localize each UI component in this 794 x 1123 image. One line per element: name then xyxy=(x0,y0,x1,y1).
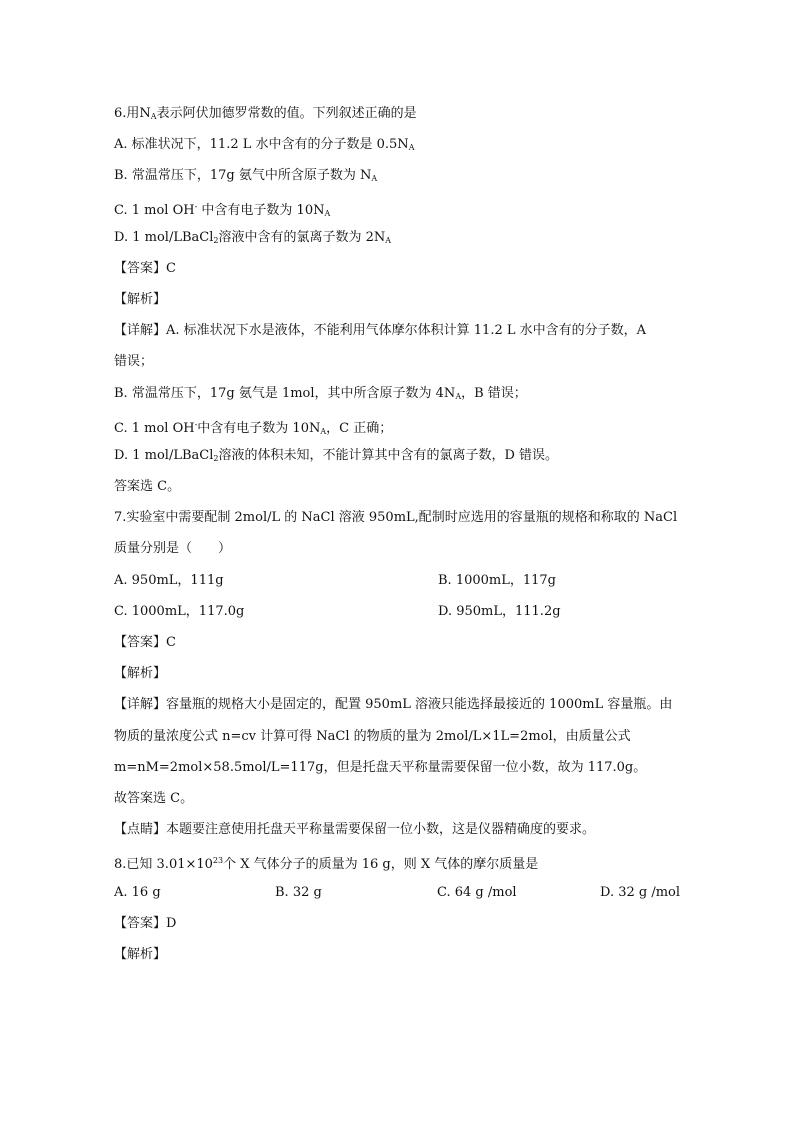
q6-detail-1: 【详解】A. 标准状况下水是液体，不能利用气体摩尔体积计算 11.2 L 水中含有的分子数，A xyxy=(114,323,647,338)
q8-answer: 【答案】D xyxy=(114,916,177,931)
q8-stem-text-2: 个 X 气体分子的质量为 16 g，则 X 气体的摩尔质量是 xyxy=(223,857,539,872)
q6-detail-3 xyxy=(114,417,392,440)
q7-option-c: C. 1000mL，117.0g xyxy=(114,604,245,619)
q6-detail-4-text-2: 溶液的体积未知，不能计算其中含有的氯离子数，D 错误。 xyxy=(218,448,559,463)
q6-option-b-text: B. 常温常压下，17g 氨气中所含原子数为 N xyxy=(114,168,372,183)
q6-detail-4-text: D. 1 mol/LBaCl xyxy=(114,448,214,463)
q8-option-c: C. 64 g /mol xyxy=(437,885,517,900)
q6-option-d-sub-2: A xyxy=(385,236,392,245)
q6-detail-3-text-3: ，C 正确； xyxy=(326,421,393,436)
q8-stem-text: 8.已知 3.01×10 xyxy=(114,857,213,872)
q6-option-d-text-2: 溶液中含有的氯离子数为 2N xyxy=(218,230,386,245)
q6-option-a-sub: A xyxy=(408,143,415,152)
q8-option-b: B. 32 g xyxy=(275,885,322,900)
q6-detail-3-text: C. 1 mol OH xyxy=(114,421,195,436)
q6-detail-3-text-2: 中含有电子数为 10N xyxy=(197,421,321,436)
q6-option-c-sup: - xyxy=(194,202,198,211)
q6-option-c xyxy=(114,199,330,222)
q7-conclusion: 故答案选 C。 xyxy=(114,791,194,806)
q6-option-b xyxy=(114,168,377,187)
q6-stem-sub: A xyxy=(150,112,157,121)
q6-option-c-sub: A xyxy=(324,209,331,218)
q7-note: 【点睛】本题要注意使用托盘天平称量需要保留一位小数，这是仪器精确度的要求。 xyxy=(114,822,596,837)
q6-detail-4-sub: 2 xyxy=(213,454,219,463)
q7-analysis-heading: 【解析】 xyxy=(114,666,167,681)
q7-answer: 【答案】C xyxy=(114,635,176,650)
q7-detail-3: m=nM=2mol×58.5mol/L=117g，但是托盘天平称量需要保留一位小数，故为 117.0g。 xyxy=(114,760,647,775)
q7-stem-1: 7.实验室中需要配制 2mol/L 的 NaCl 溶液 950mL,配制时应选用的容量瓶的规格和称取的 NaCl xyxy=(114,510,678,525)
q6-detail-3-sub: A xyxy=(320,427,327,436)
q6-detail-2-text-2: ，B 错误； xyxy=(461,386,527,401)
q8-stem-sup: 23 xyxy=(212,856,224,865)
q8-stem xyxy=(114,853,538,873)
q6-option-d-text: D. 1 mol/LBaCl xyxy=(114,230,214,245)
q6-detail-2 xyxy=(114,386,527,405)
q7-option-b: B. 1000mL，117g xyxy=(438,573,556,588)
q6-option-c-text-2: 中含有电子数为 10N xyxy=(197,203,325,218)
q6-detail-2-sub: A xyxy=(455,392,462,401)
q8-option-a: A. 16 g xyxy=(114,885,161,900)
q6-detail-4 xyxy=(114,448,558,467)
q6-answer: 【答案】C xyxy=(114,261,176,276)
q6-stem xyxy=(114,106,417,125)
q8-option-d: D. 32 g /mol xyxy=(600,885,681,900)
q6-detail-2-text: B. 常温常压下，17g 氨气是 1mol，其中所含原子数为 4N xyxy=(114,386,456,401)
q6-conclusion: 答案选 C。 xyxy=(114,479,181,494)
q7-detail-1: 【详解】容量瓶的规格大小是固定的，配置 950mL 溶液只能选择最接近的 1000mL 容量瓶。由 xyxy=(114,697,673,712)
q6-detail-1b: 错误； xyxy=(114,354,154,369)
q6-stem-text-2: 表示阿伏加德罗常数的值。下列叙述正确的是 xyxy=(156,106,417,121)
q6-option-a xyxy=(114,137,414,156)
q8-analysis-heading: 【解析】 xyxy=(114,947,167,962)
q6-option-b-sub: A xyxy=(371,174,378,183)
q6-option-d xyxy=(114,230,391,249)
q6-option-d-sub: 2 xyxy=(213,236,219,245)
q7-option-d: D. 950mL，111.2g xyxy=(438,604,561,619)
q6-analysis-heading: 【解析】 xyxy=(114,292,167,307)
q6-option-c-text: C. 1 mol OH xyxy=(114,203,195,218)
q7-option-a: A. 950mL，111g xyxy=(114,573,224,588)
q6-stem-text: 6.用N xyxy=(114,106,151,121)
q7-detail-2: 物质的量浓度公式 n=cv 计算可得 NaCl 的物质的量为 2mol/L×1L=2mol，由质量公式 xyxy=(114,729,631,744)
q7-stem-2: 质量分别是（ ） xyxy=(114,541,232,556)
q6-option-a-text: A. 标准状况下，11.2 L 水中含有的分子数是 0.5N xyxy=(114,137,409,152)
q6-detail-3-sup: - xyxy=(194,420,198,429)
